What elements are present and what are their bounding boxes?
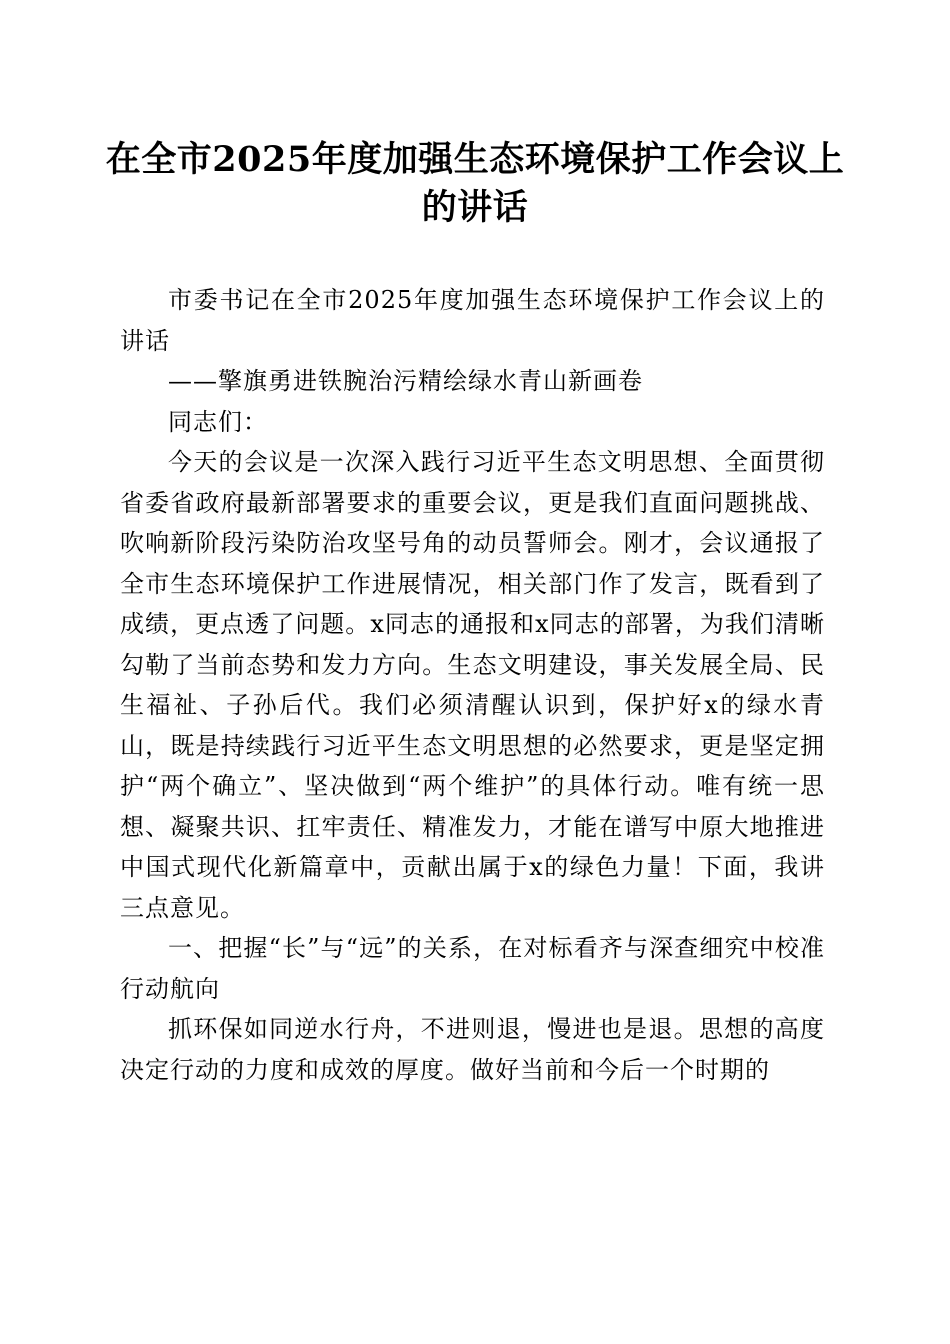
document-title: 在全市2025年度加强生态环境保护工作会议上的讲话 [105, 139, 845, 228]
speech-theme-line: ——擎旗勇进铁腕治污精绘绿水青山新画卷 [168, 367, 643, 395]
salutation: 同志们： [168, 407, 268, 436]
section-heading: 一、把握“长”与“远”的关系，在对标看齐与深查细究中校准行动航向 [120, 934, 825, 1003]
body-paragraph: 今天的会议是一次深入践行习近平生态文明思想、全面贯彻省委省政府最新部署要求的重要会议，更是我们直面问题挑战、吹响新阶段污染防治攻坚号角的动员誓师会。刚才，会议通报了全市生态环境保护工作进展情况，相关部门作了发言，既看到了成绩，更点透了问题。x同志的通报和x同志的部署，为我们清晰勾勒了当前态势和发力方向。生态文明建设，事关发展全局、民生福祉、子孙后代。我们必须清醒认识到，保护好x的绿水青山，既是持续践行习近平生态文明思想的必然要求，更是坚定拥护“两个确立”、坚决做到“两个维护”的具体行动。唯有统一思想、凝聚共识、扛牢责任、精准发力，才能在谱写中原大地推进中国式现代化新篇章中，贡献出属于x的绿色力量！下面，我讲三点意见。 [120, 448, 825, 922]
body-paragraph: 抓环保如同逆水行舟，不进则退，慢进也是退。思想的高度决定行动的力度和成效的厚度。做好当前和今后一个时期的 [120, 1015, 825, 1084]
document-body [120, 280, 825, 1090]
speech-subtitle-line: 市委书记在全市2025年度加强生态环境保护工作会议上的讲话 [120, 286, 825, 355]
